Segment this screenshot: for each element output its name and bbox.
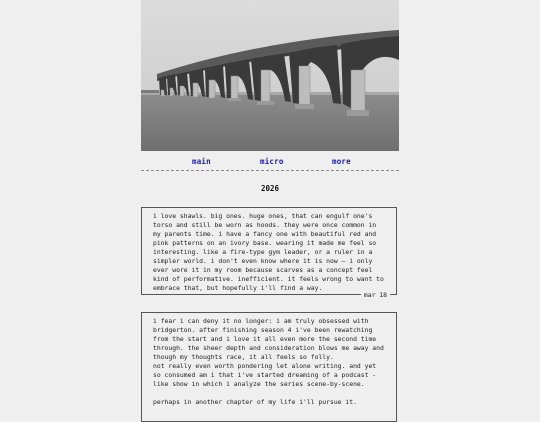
micro-post	[141, 312, 397, 422]
header-photo-bridge	[141, 0, 399, 151]
main-nav	[141, 157, 399, 169]
micro-post	[141, 207, 397, 299]
nav-link-micro[interactable]: micro	[260, 157, 284, 166]
nav-divider	[141, 170, 399, 171]
post-text: i fear i can deny it no longer: i am truly obsessed with bridgerton. after finishing season 4 i've been rewatching from the start and i love it all even more the second time through. the sheer depth and consideration blows me away and though my thoughts race, it all feels so folly. not really even worth pondering let alone writing. and yet so consumed am i that i've started dreaming of a podcast -like show in which i analyze the series scene-by-scene. perhaps in another chapter of my life i'll pursue it.	[153, 317, 384, 406]
post-text: i love shawls. big ones. huge ones, that can engulf one's torso and still be worn as hoods. they were once common in my parents time. i have a fancy one with beautiful red and pink patterns on an ivory base. wearing it made me feel so interesting. like a fire-type gym leader, or a ruler in a simpler world. i don't even know where it is now — i only ever wore it in my room because scarves as a concept feel kind of performative. inefficient. it feels wrong to want to embrace that, but hopefully i'll find a way.	[153, 212, 384, 292]
year-heading: 2026	[260, 184, 280, 193]
nav-link-more[interactable]: more	[332, 157, 351, 166]
post-date: mar 18	[361, 291, 390, 299]
page-column	[141, 0, 399, 405]
nav-link-main[interactable]: main	[192, 157, 211, 166]
